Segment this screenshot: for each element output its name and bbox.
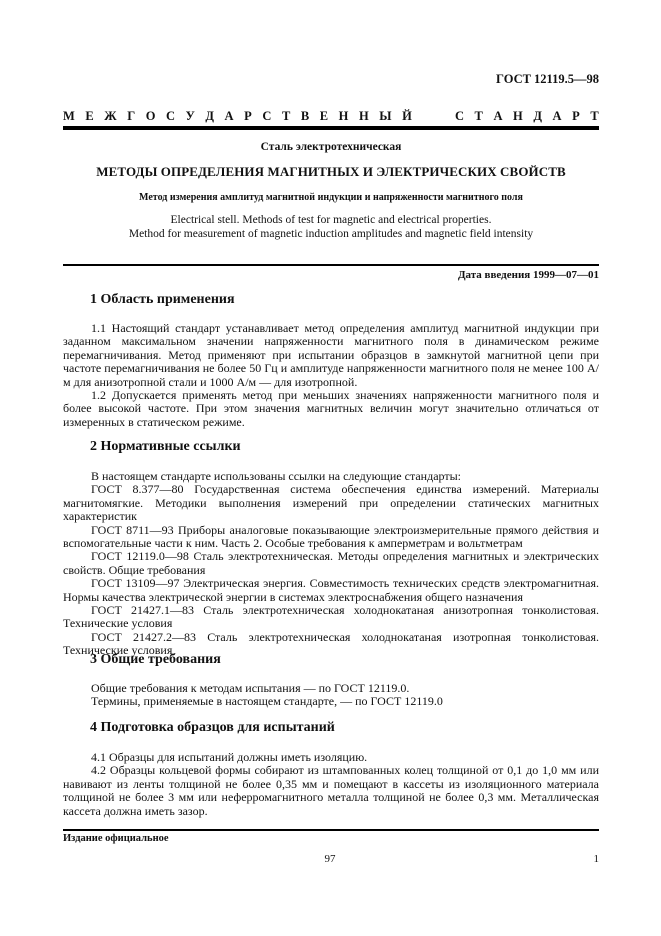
reference-item: ГОСТ 21427.1—83 Сталь электротехническая холоднокатаная анизотропная тонколистовая. Технические условия: [63, 603, 599, 631]
banner-letter: А: [552, 109, 562, 123]
reference-item: ГОСТ 8.377—80 Государственная система обеспечения единства измерений. Материалы магнитомягкие. Методики выполнения измерений при определении статических магнитных характеристик: [63, 482, 599, 524]
banner-letter: Т: [474, 109, 483, 123]
section-heading-1: 1 Область применения: [90, 292, 235, 307]
paragraph: 1.1 Настоящий стандарт устанавливает метод определения амплитуд магнитной индукции при заданном максимальном значении напряженности магнитного поля в динамическом режиме перемагничивания. Метод применяют при испытании образцов в замкнутой магнитной цепи при частоте перемагничивания не более 50 Гц и амплитуде напряженности магнитного поля не менее 100 А/м для анизотропной стали и 1000 А/м — для изотропной.: [63, 321, 599, 389]
banner-letter: Д: [205, 109, 214, 123]
section-3-body: [63, 682, 599, 709]
paragraph: 4.2 Образцы кольцевой формы собирают из штампованных колец толщиной от 0,1 до 1,0 мм или навивают из ленты толщиной не более 0,35 мм и помещают в кассеты из изоляционного материала толщиной не более 3 мм или неферромагнитного металла толщиной не более 0,3 мм. Металлическая кассета должна иметь зазор.: [63, 763, 599, 818]
banner-letter: О: [145, 109, 156, 123]
banner-letter: Н: [358, 109, 369, 123]
introduction-date: Дата введения 1999—07—01: [457, 269, 599, 281]
reference-item: ГОСТ 8711—93 Приборы аналоговые показывающие электроизмерительные прямого действия и вспомогательные части к ним. Часть 2. Особые требования к амперметрам и вольтметрам: [63, 522, 599, 551]
header-rule: [63, 126, 599, 130]
banner-gap: [422, 109, 444, 124]
page-number-center: 97: [324, 853, 336, 865]
banner-letter: Н: [513, 109, 523, 123]
banner-letter: У: [185, 109, 195, 123]
title-rule: [63, 264, 599, 266]
banner-letter: М: [63, 109, 75, 123]
official-edition-label: Издание официальное: [63, 833, 169, 844]
banner-letter: Н: [338, 109, 349, 123]
paragraph: 4.1 Образцы для испытаний должны иметь изоляцию.: [91, 750, 368, 764]
banner-letter: Ы: [379, 109, 392, 123]
banner-letter: Й: [402, 109, 412, 123]
gost-code: ГОСТ 12119.5—98: [496, 72, 599, 86]
method-title: Метод измерения амплитуд магнитной индукции и напряженности магнитного поля: [139, 192, 523, 203]
reference-item: ГОСТ 21427.2—83 Сталь электротехническая холоднокатаная изотропная тонколистовая. Технические условия: [63, 629, 599, 658]
paragraph: Общие требования к методам испытания — по ГОСТ 12119.0.: [91, 681, 410, 695]
paragraph: В настоящем стандарте использованы ссылки на следующие стандарты:: [91, 469, 462, 483]
banner-letter: Д: [533, 109, 542, 123]
section-heading-4: 4 Подготовка образцов для испытаний: [90, 720, 335, 735]
english-title-line-1: Electrical stell. Methods of test for magnetic and electrical properties.: [170, 214, 492, 226]
banner-letter: Р: [244, 109, 252, 123]
banner-letter: С: [262, 109, 272, 123]
section-4-body: [63, 751, 599, 818]
section-heading-3: 3 Общие требования: [90, 652, 221, 667]
banner-letter: Т: [281, 109, 291, 123]
paragraph: Термины, применяемые в настоящем стандарте, — по ГОСТ 12119.0: [91, 694, 443, 709]
banner-letter: Т: [590, 109, 599, 123]
section-2-body: [63, 470, 599, 658]
banner-letter: А: [224, 109, 234, 123]
paragraph: 1.2 Допускается применять метод при меньших значениях напряженности магнитного поля и более высокой частоте. При этом значения магнитных величин могут значительно отличаться от измеренных в статическом режиме.: [63, 388, 599, 429]
footer-rule: [63, 829, 599, 831]
document-subtitle: Сталь электротехническая: [260, 141, 402, 153]
banner-letter: Ж: [104, 109, 117, 123]
banner-letter: А: [493, 109, 503, 123]
english-title-line-2: Method for measurement of magnetic induction amplitudes and magnetic field intensity: [128, 228, 534, 240]
document-title: МЕТОДЫ ОПРЕДЕЛЕНИЯ МАГНИТНЫХ И ЭЛЕКТРИЧЕСКИХ СВОЙСТВ: [96, 164, 566, 179]
reference-item: ГОСТ 13109—97 Электрическая энергия. Совместимость технических средств электромагнитная. Нормы качества электрической энергии в системах электроснабжения общего назначения: [63, 576, 599, 604]
section-1-body: [63, 322, 599, 429]
interstate-standard-banner: [63, 109, 599, 124]
banner-letter: Р: [572, 109, 580, 123]
banner-letter: Е: [85, 109, 94, 123]
reference-item: ГОСТ 12119.0—98 Сталь электротехническая. Методы определения магнитных и электрических свойств. Общие требования: [63, 549, 599, 577]
banner-letter: С: [166, 109, 176, 123]
banner-letter: С: [454, 109, 464, 123]
section-heading-2: 2 Нормативные ссылки: [90, 439, 241, 454]
page-number-right: 1: [593, 853, 599, 865]
banner-letter: В: [300, 109, 310, 123]
banner-letter: Г: [127, 109, 136, 123]
banner-letter: Е: [319, 109, 329, 123]
